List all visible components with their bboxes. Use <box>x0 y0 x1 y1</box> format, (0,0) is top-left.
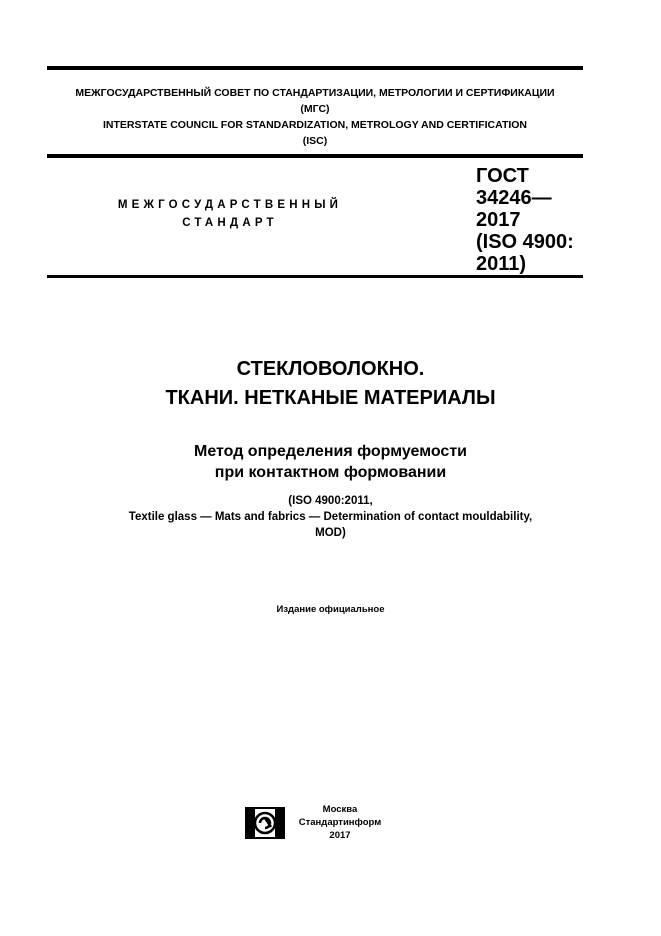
publisher-block <box>292 803 388 842</box>
document-subtitle-line1: Метод определения формуемости <box>194 443 467 460</box>
iso-reference <box>0 493 661 541</box>
top-rule <box>47 66 583 70</box>
standard-kind-line2: СТАНДАРТ <box>182 217 278 229</box>
council-abbr-ru: (МГС) <box>300 103 330 115</box>
publisher-year: 2017 <box>329 830 351 841</box>
publisher-city: Москва <box>322 804 358 815</box>
document-title <box>0 355 661 413</box>
standard-code <box>476 165 574 275</box>
council-header <box>47 85 583 149</box>
standard-kind-line1: МЕЖГОСУДАРСТВЕННЫЙ <box>117 199 343 211</box>
standard-kind <box>60 196 400 232</box>
standartinform-logo-icon <box>245 807 285 839</box>
document-title-line2: ТКАНИ. НЕТКАНЫЕ МАТЕРИАЛЫ <box>165 387 496 409</box>
council-abbr-en: (ISC) <box>302 135 328 147</box>
standard-code-line4: (ISO 4900: <box>476 231 574 253</box>
standard-code-line5: 2011) <box>476 253 527 275</box>
iso-reference-line2: Textile glass — Mats and fabrics — Determination of contact mouldability, <box>128 511 533 523</box>
header-rule <box>47 154 583 158</box>
standard-rule <box>47 275 583 278</box>
document-title-line1: СТЕКЛОВОЛОКНО. <box>236 358 425 380</box>
council-name-ru: МЕЖГОСУДАРСТВЕННЫЙ СОВЕТ ПО СТАНДАРТИЗАЦИИ, МЕТРОЛОГИИ И СЕРТИФИКАЦИИ <box>75 87 555 99</box>
edition-label: Издание официальное <box>276 604 385 615</box>
iso-reference-line3: MOD) <box>315 527 346 539</box>
council-name-en: INTERSTATE COUNCIL FOR STANDARDIZATION, METROLOGY AND CERTIFICATION <box>102 119 528 131</box>
document-subtitle <box>0 441 661 483</box>
standard-code-line1: ГОСТ <box>476 165 529 187</box>
standard-code-line2: 34246— <box>476 187 552 209</box>
iso-reference-line1: (ISO 4900:2011, <box>288 495 373 507</box>
publisher-name: Стандартинформ <box>298 817 382 828</box>
document-subtitle-line2: при контактном формовании <box>214 464 447 481</box>
standard-code-line3: 2017 <box>476 209 521 231</box>
